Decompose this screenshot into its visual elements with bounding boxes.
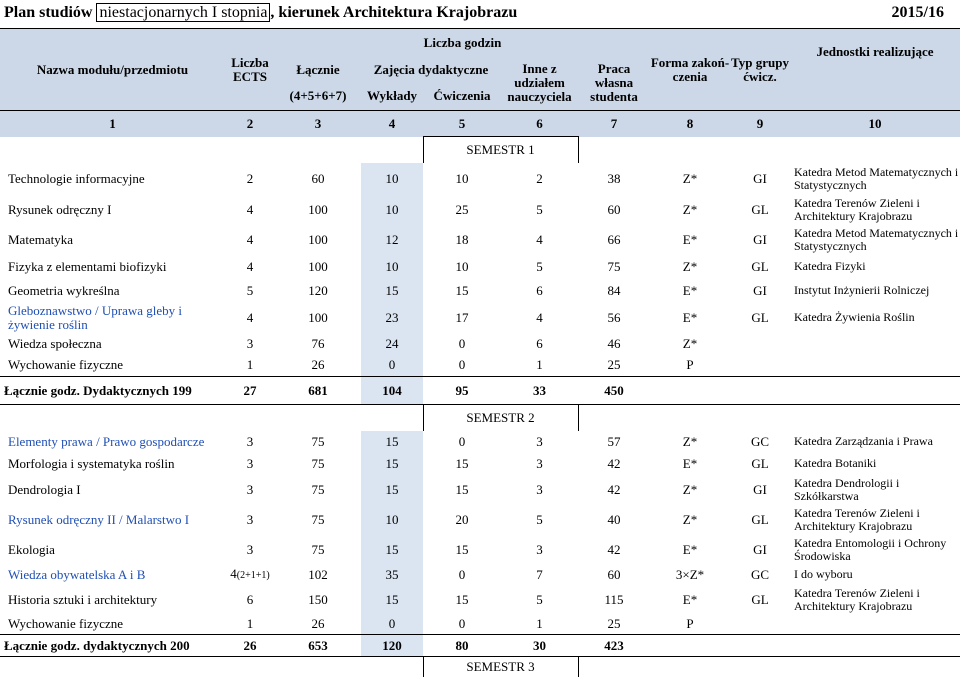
self-study: 66	[607, 231, 621, 247]
other-hours: 3	[536, 455, 543, 471]
total-hours: 60	[311, 170, 325, 186]
total-other: 30	[533, 637, 546, 653]
self-study: 42	[607, 541, 621, 557]
table-row	[0, 355, 960, 377]
total-hours: 150	[308, 591, 328, 607]
other-hours: 1	[536, 357, 543, 373]
unit	[790, 355, 960, 377]
subject-name: Matematyka	[8, 231, 73, 247]
title-study-mode: niestacjonarnych I stopnia	[96, 3, 270, 22]
total-hours: 75	[311, 481, 325, 497]
ects: 3	[246, 433, 254, 449]
table-row	[0, 431, 960, 453]
other-hours: 6	[536, 335, 543, 351]
ects: 4	[246, 201, 254, 217]
group-type	[730, 615, 790, 635]
ects: 3	[246, 455, 254, 471]
academic-year: 2015/16	[891, 4, 944, 21]
unit: Katedra Entomologii i Ochrony Środowiska	[794, 535, 947, 563]
semester-1-header	[0, 137, 960, 163]
ects: 1	[246, 357, 254, 373]
exercises: 15	[455, 282, 469, 298]
total-hours: 75	[311, 541, 325, 557]
study-plan-table	[0, 28, 960, 677]
other-hours: 6	[536, 282, 543, 298]
col-number: 5	[423, 111, 501, 137]
col-number: 8	[650, 111, 730, 137]
exercises: 0	[458, 433, 466, 449]
group-type: GI	[753, 231, 767, 247]
lectures: 10	[361, 163, 423, 195]
total-hours: 75	[311, 433, 325, 449]
col-number: 3	[275, 111, 361, 137]
self-study: 38	[607, 170, 621, 186]
self-study: 40	[607, 511, 621, 527]
self-study: 25	[607, 357, 621, 373]
subject-name: Elementy prawa / Prawo gospodarcze	[8, 433, 205, 449]
completion-form: P	[686, 616, 694, 632]
exercises: 0	[458, 335, 466, 351]
total-hours: 100	[308, 231, 328, 247]
table-row	[0, 163, 960, 195]
self-study: 42	[607, 455, 621, 471]
lectures: 10	[361, 505, 423, 535]
unit: Katedra Terenów Zieleni i Architektury Krajobrazu	[794, 505, 920, 533]
lectures: 15	[361, 279, 423, 303]
ects: 5	[246, 282, 254, 298]
exercises: 10	[455, 258, 469, 274]
table-row	[0, 195, 960, 225]
total-hours: 100	[308, 201, 328, 217]
table-row	[0, 535, 960, 565]
header-jednostki: Jednostki realizujące	[790, 29, 960, 83]
ects: 3	[246, 481, 254, 497]
header-jednostki-blank	[790, 83, 960, 111]
lectures: 15	[361, 475, 423, 505]
other-hours: 3	[536, 541, 543, 557]
unit: Katedra Terenów Zieleni i Architektury Krajobrazu	[794, 195, 920, 223]
total-hours: 102	[308, 566, 328, 582]
total-label: Łącznie godz. Dydaktycznych 199	[4, 382, 192, 398]
completion-form: P	[686, 357, 694, 373]
subject-name: Wychowanie fizyczne	[8, 357, 124, 373]
self-study: 60	[607, 566, 621, 582]
other-hours: 2	[536, 170, 543, 186]
subject-name: Rysunek odręczny II / Malarstwo I	[8, 511, 190, 527]
unit	[790, 333, 960, 355]
total-exercises: 80	[455, 637, 469, 653]
table-row	[0, 453, 960, 475]
header-praca: Praca własna studenta	[578, 57, 650, 111]
completion-form: E*	[682, 309, 698, 325]
completion-form: Z*	[682, 201, 698, 217]
total-hours: 76	[311, 335, 325, 351]
lectures: 15	[361, 535, 423, 565]
exercises: 15	[455, 455, 469, 471]
page-title	[4, 4, 517, 22]
group-type: GL	[751, 591, 769, 607]
header-typ: Typ grupy ćwicz.	[730, 29, 790, 111]
total-other: 33	[533, 382, 546, 398]
other-hours: 5	[536, 511, 543, 527]
header-cwiczenia: Ćwiczenia	[423, 83, 501, 111]
ects-value: 4	[230, 565, 237, 581]
group-type: GL	[751, 201, 769, 217]
exercises: 15	[455, 541, 469, 557]
self-study: 115	[604, 591, 624, 607]
ects: 6	[246, 591, 254, 607]
table-row	[0, 585, 960, 615]
completion-form: Z*	[682, 481, 698, 497]
total-ects: 27	[243, 382, 257, 398]
group-type: GI	[753, 282, 767, 298]
header-numbers-row	[0, 111, 960, 137]
exercises: 0	[458, 566, 466, 582]
completion-form: 3×Z*	[675, 566, 705, 582]
table-row	[0, 505, 960, 535]
semester-label: SEMESTR 2	[423, 405, 578, 431]
exercises: 15	[455, 481, 469, 497]
other-hours: 1	[536, 616, 543, 632]
total-label: Łącznie godz. dydaktycznych 200	[4, 637, 190, 653]
other-hours: 5	[536, 258, 543, 274]
total-hours: 75	[311, 511, 325, 527]
exercises: 25	[455, 201, 469, 217]
table-row	[0, 333, 960, 355]
col-number: 10	[790, 111, 960, 137]
ects: 3	[246, 335, 254, 351]
self-study: 57	[607, 433, 621, 449]
completion-form: E*	[682, 282, 698, 298]
unit: Katedra Botaniki	[794, 456, 877, 470]
total-hours: 681	[308, 382, 328, 398]
header-lacznie: Łącznie	[275, 57, 361, 83]
exercises: 18	[455, 231, 469, 247]
table-row	[0, 565, 960, 585]
subject-name: Geometria wykreślna	[8, 282, 120, 298]
lectures: 12	[361, 225, 423, 255]
total-hours: 120	[308, 282, 328, 298]
header-inne: Inne z udziałem nauczyciela	[501, 57, 578, 111]
unit: Katedra Zarządzania i Prawa	[794, 434, 933, 448]
group-type: GI	[753, 541, 767, 557]
unit: Katedra Metod Matematycznych i Statystycznych	[794, 164, 959, 192]
header-wyklady: Wykłady	[361, 83, 423, 111]
self-study: 46	[607, 335, 621, 351]
self-study: 25	[607, 616, 621, 632]
table-row	[0, 279, 960, 303]
ects: 1	[246, 616, 254, 632]
table-row	[0, 475, 960, 505]
subject-name: Wychowanie fizyczne	[8, 616, 124, 632]
header-nazwa: Nazwa modułu/przedmiotu	[0, 29, 225, 111]
total-exercises: 95	[455, 382, 469, 398]
exercises: 0	[458, 616, 466, 632]
exercises: 15	[455, 591, 469, 607]
completion-form: E*	[682, 541, 698, 557]
subject-name: Morfologia i systematyka roślin	[8, 455, 175, 471]
other-hours: 3	[536, 433, 543, 449]
subject-name: Fizyka z elementami biofizyki	[8, 258, 167, 274]
lectures: 23	[361, 303, 423, 333]
group-type: GL	[751, 455, 769, 471]
semester-label: SEMESTR 1	[423, 137, 578, 163]
self-study: 75	[607, 258, 621, 274]
table-row	[0, 255, 960, 279]
col-number: 4	[361, 111, 423, 137]
semester-2-header	[0, 405, 960, 431]
total-lectures: 104	[361, 377, 423, 405]
subject-name: Dendrologia I	[8, 481, 81, 497]
header-ects: Liczba ECTS	[225, 29, 275, 111]
title-suffix: , kierunek Architektura Krajobrazu	[270, 4, 518, 21]
completion-form: Z*	[682, 335, 698, 351]
exercises: 20	[455, 511, 469, 527]
unit	[790, 615, 960, 635]
other-hours: 4	[536, 309, 543, 325]
lectures: 15	[361, 585, 423, 615]
col-number: 2	[225, 111, 275, 137]
ects: 3	[246, 541, 254, 557]
group-type: GL	[751, 258, 769, 274]
semester-1-total-row	[0, 377, 960, 405]
ects: 4	[246, 231, 254, 247]
completion-form: Z*	[682, 258, 698, 274]
subject-name: Rysunek odręczny I	[8, 201, 112, 217]
title-bar	[0, 0, 960, 28]
ects: 4	[246, 309, 254, 325]
lectures: 0	[361, 615, 423, 635]
self-study: 42	[607, 481, 621, 497]
unit: Katedra Żywienia Roślin	[794, 310, 915, 324]
header-forma: Forma zakoń-czenia	[650, 29, 730, 111]
completion-form: Z*	[682, 170, 698, 186]
total-lectures: 120	[361, 635, 423, 657]
total-ects: 26	[243, 637, 257, 653]
ects: 4	[246, 258, 254, 274]
group-type: GL	[751, 511, 769, 527]
subject-name: Technologie informacyjne	[8, 170, 145, 186]
subject-name: Gleboznawstwo / Uprawa gleby i żywienie roślin	[8, 302, 183, 332]
lectures: 10	[361, 195, 423, 225]
other-hours: 7	[536, 566, 543, 582]
unit: Katedra Metod Matematycznych i Statystycznych	[794, 225, 959, 253]
completion-form: E*	[682, 455, 698, 471]
table-row	[0, 303, 960, 333]
total-hours: 653	[308, 637, 328, 653]
exercises: 10	[455, 170, 469, 186]
lectures: 10	[361, 255, 423, 279]
ects: 2	[246, 170, 254, 186]
other-hours: 5	[536, 591, 543, 607]
other-hours: 3	[536, 481, 543, 497]
lectures: 0	[361, 355, 423, 377]
other-hours: 5	[536, 201, 543, 217]
unit: I do wyboru	[794, 567, 853, 581]
unit: Katedra Dendrologii i Szkółkarstwa	[794, 475, 900, 503]
group-type: GL	[751, 309, 769, 325]
header-lacznie-formula: (4+5+6+7)	[275, 83, 361, 111]
lectures: 24	[361, 333, 423, 355]
subject-name: Ekologia	[8, 541, 55, 557]
completion-form: Z*	[682, 511, 698, 527]
subject-name: Wiedza społeczna	[8, 335, 102, 351]
self-study: 60	[607, 201, 621, 217]
unit: Katedra Terenów Zieleni i Architektury Krajobrazu	[794, 585, 920, 613]
self-study: 84	[607, 282, 621, 298]
total-hours: 26	[311, 357, 325, 373]
lectures: 15	[361, 453, 423, 475]
col-number: 1	[0, 111, 225, 137]
unit: Katedra Fizyki	[794, 259, 866, 273]
self-study: 56	[607, 309, 621, 325]
semester-2-total-row	[0, 635, 960, 657]
semester-3-header	[0, 657, 960, 677]
total-hours: 100	[308, 258, 328, 274]
group-type: GC	[750, 433, 770, 449]
col-number: 7	[578, 111, 650, 137]
other-hours: 4	[536, 231, 543, 247]
group-type	[730, 355, 790, 377]
ects: 3	[246, 511, 254, 527]
table-row	[0, 615, 960, 635]
group-type: GI	[753, 170, 767, 186]
group-type	[730, 333, 790, 355]
title-prefix: Plan studiów	[4, 4, 93, 21]
table-row	[0, 225, 960, 255]
ects-breakdown: (2+1+1)	[236, 569, 270, 581]
col-number: 9	[730, 111, 790, 137]
completion-form: E*	[682, 591, 698, 607]
subject-name: Historia sztuki i architektury	[8, 591, 158, 607]
semester-label: SEMESTR 3	[423, 657, 578, 677]
ects	[225, 565, 275, 585]
group-type: GC	[750, 566, 770, 582]
col-number: 6	[501, 111, 578, 137]
header-row-1	[0, 29, 960, 57]
subject-name: Wiedza obywatelska A i B	[8, 566, 146, 582]
lectures: 15	[361, 431, 423, 453]
exercises: 17	[455, 309, 469, 325]
lectures: 35	[361, 565, 423, 585]
completion-form: E*	[682, 231, 698, 247]
total-self-study: 450	[604, 382, 624, 398]
group-type: GI	[753, 481, 767, 497]
exercises: 0	[458, 357, 466, 373]
unit: Instytut Inżynierii Rolniczej	[794, 283, 930, 297]
total-self-study: 423	[604, 637, 624, 653]
total-hours: 100	[308, 309, 328, 325]
total-hours: 75	[311, 455, 325, 471]
completion-form: Z*	[682, 433, 698, 449]
header-liczba-godzin: Liczba godzin	[275, 29, 650, 57]
header-zajecia: Zajęcia dydaktyczne	[361, 57, 501, 83]
total-hours: 26	[311, 616, 325, 632]
